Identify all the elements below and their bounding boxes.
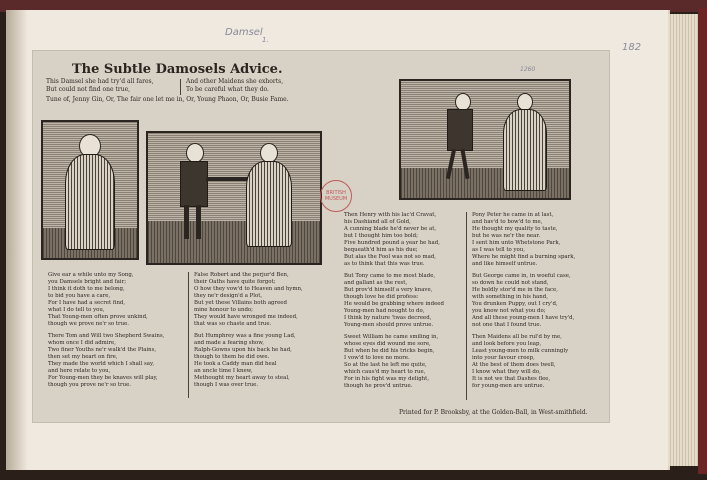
printer-imprint: Printed for P. Brooksby, at the Golden-Ball, in West-smithfield. [399,409,588,416]
woodcut-woman [41,120,139,260]
gutter-shadow [6,10,28,470]
verse-column-3: Then Henry with his lac'd Cravat, his Dashiand all of Gold, A cunning blade he'd never be at, but I thought him too bold; Five hundred pound a year he had, bequeath'd him as his due; But alas the Fool was not so mad, as to think that this was true. But Tony came to me most blade, and gallant as the rest, But prov'd himself a very knave, though love he did profess: He would be grabbing where indeed Young-men had nought to do, I think by nature 'twas decreed, Young-men should prove untrue. Sweet William he came smiling in, whose eyes did wound me sore, But when he did his tricks begin, I vow'd to love no more. So at the last he left me quite, which caus'd my heart to rue, For in his fight was my delight, though he prov'd untrue. [344,212,444,389]
page-edges [668,14,698,466]
subtitle-right: And other Maidens she exhorts, To be careful what they do. [186,78,284,93]
subtitle-divider [180,79,181,95]
verse-column-1: Give ear a while unto my Song, you Damsels bright and fair; I think it doth to me belong, to bid you have a care, For I have had a secret find, what I do tell to you, That Young-men often prove unkind, though we prove ne'r so true. There Tom and Will two Shepherd Swains, whom once I did admire, Two finer Youths ne'r walk'd the Plains, then set my heart on fire, They made the world which I shall say, and here relate to you, For Young-men they be knaves will play, though you prove ne'r so true. [48,272,165,388]
museum-stamp: BRITISH MUSEUM [320,180,352,212]
woodcut-couple-walking [399,79,571,200]
subtitle-left: This Damsel she had try'd all fares, But could not find one true, [46,78,154,93]
book-cover-right-edge [698,8,707,474]
folio-number: 182 [622,42,642,53]
column-divider-1 [188,272,189,398]
pencil-note: Damsel [225,27,263,38]
column-divider-2 [466,212,467,400]
woodcut-couple-handshake [146,131,322,265]
sheet-number: 1260 [520,66,536,73]
ballad-title: The Subtle Damosels Advice. [72,62,283,77]
pencil-mark: 1. [262,36,269,44]
verse-column-2: False Robert and the perjur'd Ben, their Oaths have quite forgot; O how they vow'd to Heaven and hymn, they ne'r design'd a Plot, But yet these Villains both agreed mine honour to undo; They would have wronged me indeed, that was so chaste and true. But Humphrey was a fine young Lad, and made a fearing show, Ralph-Gowns upon his back he had, though to them he did owe. He took a Caddy man did heal an uncle time I knew, Methought my heart away to steal, though I was over true. [194,272,303,388]
tune-line: Tune of, Jenny Gin, Or, The fair one let me in, Or, Young Phaon, Or, Busie Fame. [46,96,289,103]
verse-column-4: Pony Peter he came in at last, and hav'd to bow'd to me, He thought my quality to taste, but he was ne'r the near. I sent him unto Whetstone Park, as I was tell to you, Where he might find a burning spark, and like himself untrue. But George came in, in woeful case, so down he could not stand, He boldly stor'd me in the face, with something in his hand, You drunken Puppy, out I cry'd, you know not what you do; And all these young-men I have try'd, not one that I found true. Then Maidens all be rul'd by me, and look before you leap, Least young-men to milk cunningly into your favour creep, At the best of them does twell, I know what they will do, It is not we that Dashes flee, for young-men are untrue. [472,212,576,389]
